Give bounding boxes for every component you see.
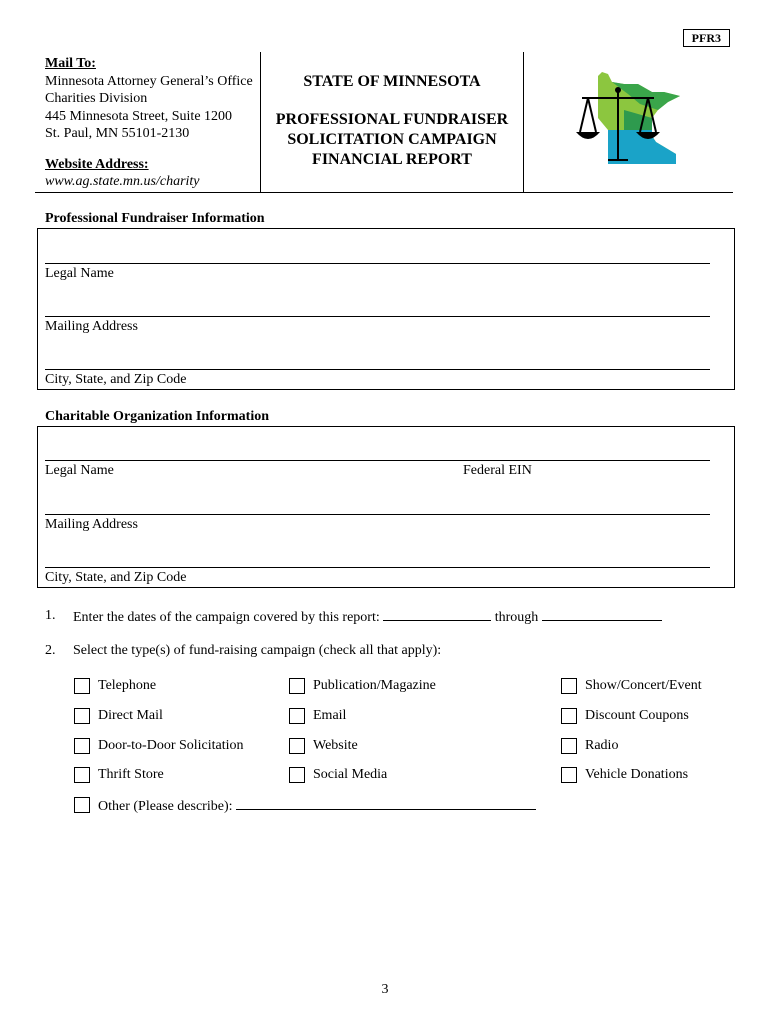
option-email-label: Email <box>313 708 347 723</box>
charity-section-heading: Charitable Organization Information <box>45 409 269 424</box>
question-1-through: through <box>494 610 539 625</box>
mail-line-4: St. Paul, MN 55101-2130 <box>45 126 190 141</box>
checkbox-email[interactable] <box>289 708 305 724</box>
title-line-3: FINANCIAL REPORT <box>312 151 472 168</box>
fundraiser-city-state-zip-label: City, State, and Zip Code <box>45 372 187 387</box>
title-state: STATE OF MINNESOTA <box>303 73 481 90</box>
website-heading: Website Address: <box>45 156 149 172</box>
mail-line-3: 445 Minnesota Street, Suite 1200 <box>45 108 233 124</box>
campaign-start-date-input[interactable] <box>383 608 491 621</box>
title-line-2: SOLICITATION CAMPAIGN <box>287 131 497 148</box>
fundraiser-section-heading: Professional Fundraiser Information <box>45 211 265 226</box>
checkbox-door-to-door[interactable] <box>74 738 90 754</box>
mail-line-1: Minnesota Attorney General’s Office <box>45 73 253 89</box>
question-2-text: Select the type(s) of fund-raising campaign (check all that apply): <box>73 643 442 658</box>
question-1-number: 1. <box>45 608 56 623</box>
title-line-1: PROFESSIONAL FUNDRAISER <box>275 111 509 128</box>
fundraiser-city-state-zip-input[interactable] <box>45 369 710 370</box>
question-1 <box>73 608 662 626</box>
option-website-label: Website <box>313 738 358 753</box>
fundraiser-legal-name-input[interactable] <box>45 263 710 264</box>
mail-line-2: Charities Division <box>45 91 148 106</box>
option-radio-label: Radio <box>585 738 619 753</box>
checkbox-telephone[interactable] <box>74 678 90 694</box>
option-publication-label: Publication/Magazine <box>313 678 436 693</box>
charity-federal-ein-label: Federal EIN <box>463 463 532 478</box>
option-show-label: Show/Concert/Event <box>585 678 702 693</box>
fundraiser-legal-name-label: Legal Name <box>45 266 114 281</box>
website-link[interactable]: www.ag.state.mn.us/charity <box>45 174 200 189</box>
charity-city-state-zip-input[interactable] <box>45 567 710 568</box>
question-2-number: 2. <box>45 643 56 658</box>
option-other <box>98 797 536 815</box>
page-number: 3 <box>381 982 389 997</box>
report-title <box>262 72 522 170</box>
checkbox-vehicle-donations[interactable] <box>561 767 577 783</box>
option-thrift-label: Thrift Store <box>98 767 164 782</box>
header-divider-right <box>523 52 524 192</box>
other-description-input[interactable] <box>236 797 536 810</box>
checkbox-other[interactable] <box>74 797 90 813</box>
option-social-label: Social Media <box>313 767 388 782</box>
fundraiser-mailing-address-label: Mailing Address <box>45 319 138 334</box>
checkbox-publication[interactable] <box>289 678 305 694</box>
checkbox-social-media[interactable] <box>289 767 305 783</box>
question-1-text: Enter the dates of the campaign covered by this report: <box>73 610 380 625</box>
checkbox-show-concert-event[interactable] <box>561 678 577 694</box>
header-divider-left <box>260 52 261 192</box>
checkbox-website[interactable] <box>289 738 305 754</box>
checkbox-direct-mail[interactable] <box>74 708 90 724</box>
option-direct-mail-label: Direct Mail <box>98 708 163 723</box>
minnesota-scales-logo <box>568 70 686 166</box>
option-door-label: Door-to-Door Solicitation <box>98 738 244 753</box>
checkbox-thrift-store[interactable] <box>74 767 90 783</box>
checkbox-radio[interactable] <box>561 738 577 754</box>
option-telephone-label: Telephone <box>98 678 157 693</box>
charity-mailing-address-label: Mailing Address <box>45 517 138 532</box>
campaign-end-date-input[interactable] <box>542 608 662 621</box>
fundraiser-mailing-address-input[interactable] <box>45 316 710 317</box>
charity-legal-name-label: Legal Name <box>45 463 114 478</box>
mail-to-block <box>45 55 253 191</box>
charity-city-state-zip-label: City, State, and Zip Code <box>45 570 187 585</box>
charity-info-box <box>37 426 735 588</box>
option-discount-label: Discount Coupons <box>585 708 689 723</box>
charity-legal-name-input[interactable] <box>45 460 710 461</box>
mail-to-heading: Mail To: <box>45 56 96 71</box>
option-other-label: Other (Please describe): <box>98 799 233 814</box>
header-bottom-rule <box>35 192 733 193</box>
charity-mailing-address-input[interactable] <box>45 514 710 515</box>
fundraiser-info-box <box>37 228 735 390</box>
form-code-badge: PFR3 <box>683 29 730 47</box>
option-vehicle-label: Vehicle Donations <box>585 767 689 782</box>
checkbox-discount-coupons[interactable] <box>561 708 577 724</box>
